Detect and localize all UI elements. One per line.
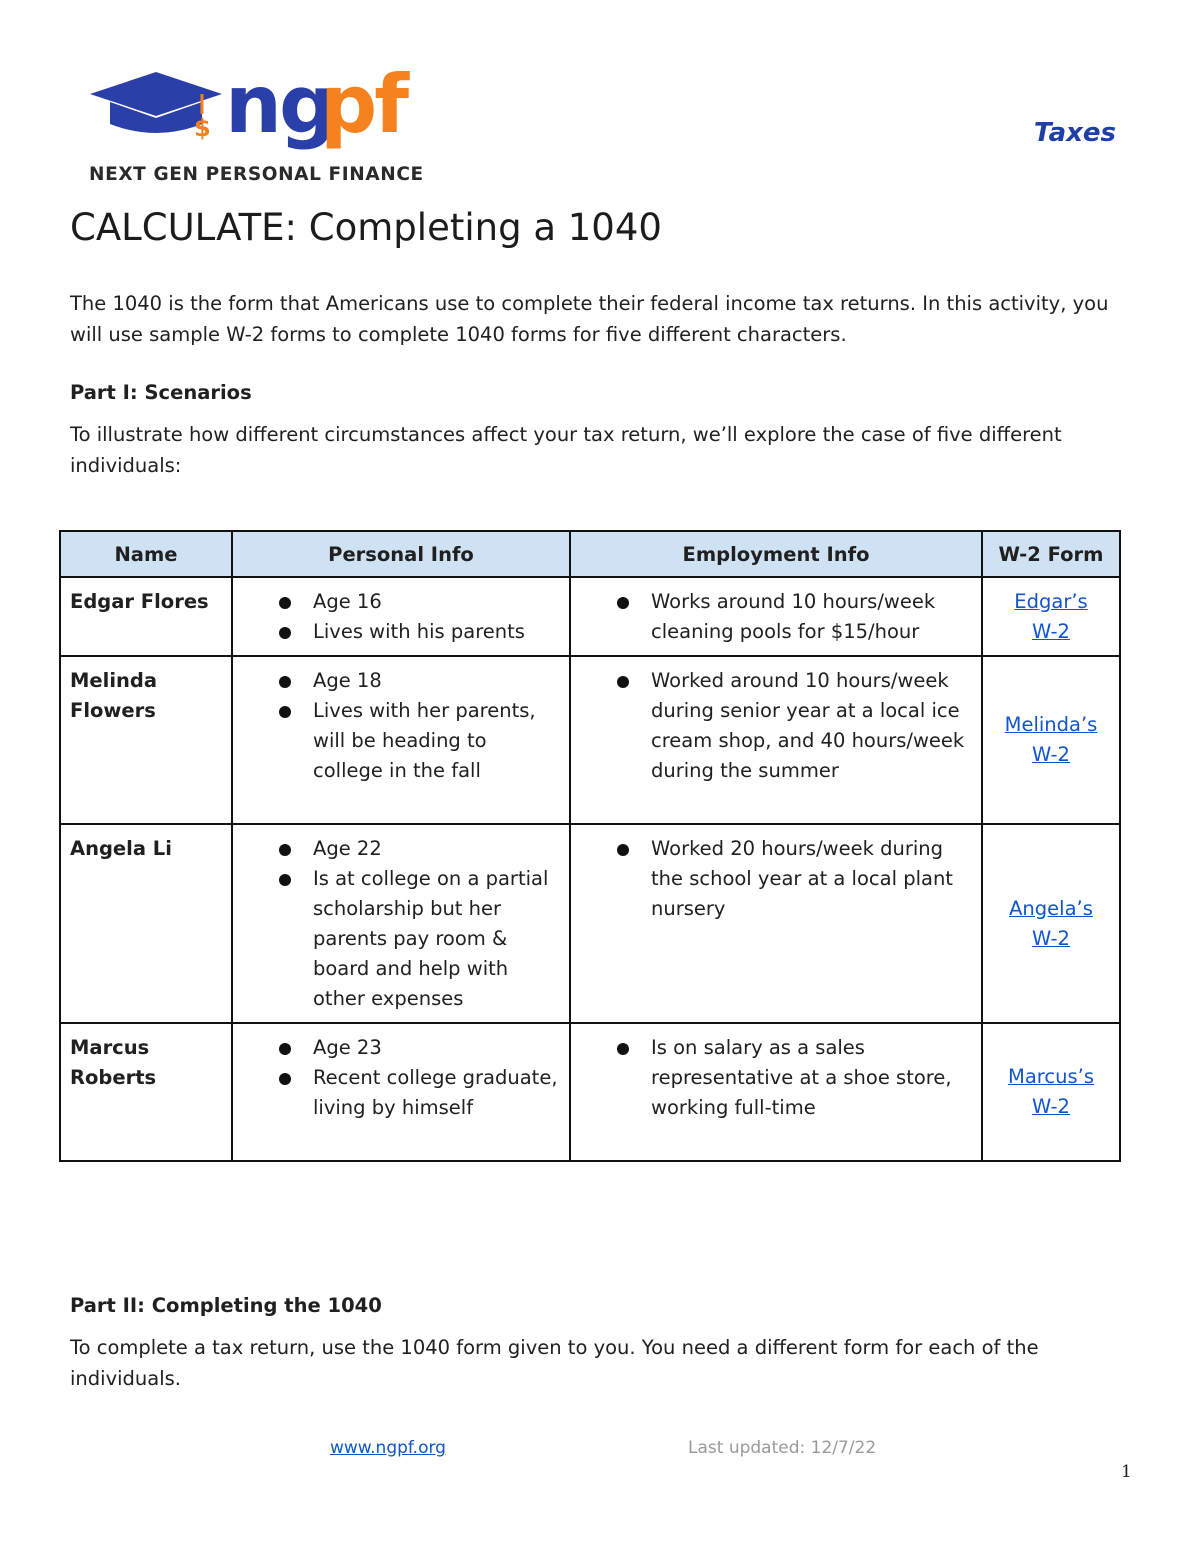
part2-text: To complete a tax return, use the 1040 form given to you. You need a different form for each of the individuals. — [70, 1336, 1039, 1390]
logo-tagline: NEXT GEN PERSONAL FINANCE — [89, 164, 424, 185]
personal-info-list — [233, 834, 561, 1014]
part1-heading: Part I: Scenarios — [70, 381, 252, 404]
header-employment-info: Employment Info — [570, 531, 982, 577]
list-item: Age 22 — [233, 834, 561, 864]
list-item: Worked 20 hours/week during the school year at a local plant nursery — [571, 834, 973, 924]
list-item: Is at college on a partial scholarship but her parents pay room & board and help with other expenses — [233, 864, 561, 1014]
w2-link-melinda[interactable]: Melinda’s W-2 — [1004, 713, 1098, 766]
person-name: Marcus Roberts — [60, 1023, 232, 1161]
header-personal-info: Personal Info — [232, 531, 570, 577]
list-item: Lives with his parents — [233, 617, 561, 647]
list-item: Lives with her parents, will be heading to college in the fall — [233, 696, 561, 786]
person-name: Edgar Flores — [60, 577, 232, 656]
scenarios-table — [59, 530, 1121, 1162]
table-row — [60, 656, 1120, 824]
table-header-row — [60, 531, 1120, 577]
employment-info-list — [571, 666, 973, 786]
table-row — [60, 824, 1120, 1023]
part1-text: To illustrate how different circumstances affect your tax return, we’ll explore the case of five different individuals: — [70, 423, 1062, 477]
list-item: Worked around 10 hours/week during senior year at a local ice cream shop, and 40 hours/week during the summer — [571, 666, 973, 786]
svg-text:ng: ng — [225, 66, 334, 151]
personal-info-list — [233, 1033, 561, 1123]
w2-link-edgar[interactable]: Edgar’s W-2 — [1014, 590, 1088, 643]
footer-website-link[interactable]: www.ngpf.org — [330, 1438, 446, 1458]
part2-heading: Part II: Completing the 1040 — [70, 1294, 382, 1317]
personal-info-list — [233, 666, 561, 786]
table-row — [60, 1023, 1120, 1161]
employment-info-list — [571, 1033, 973, 1123]
person-name: Melinda Flowers — [60, 656, 232, 824]
list-item: Age 23 — [233, 1033, 561, 1063]
w2-link-marcus[interactable]: Marcus’s W-2 — [1008, 1065, 1094, 1118]
list-item: Is on salary as a sales representative at a shoe store, working full-time — [571, 1033, 973, 1123]
employment-info-list — [571, 834, 973, 924]
table-row — [60, 577, 1120, 656]
list-item: Works around 10 hours/week cleaning pools for $15/hour — [571, 587, 973, 647]
svg-text:pf: pf — [320, 66, 407, 151]
employment-info-list — [571, 587, 973, 647]
person-name: Angela Li — [60, 824, 232, 1023]
list-item: Age 16 — [233, 587, 561, 617]
list-item: Age 18 — [233, 666, 561, 696]
personal-info-list — [233, 587, 561, 647]
header-name: Name — [60, 531, 232, 577]
svg-text:$: $ — [194, 114, 211, 142]
page-number: 1 — [1121, 1462, 1132, 1482]
list-item: Recent college graduate, living by himself — [233, 1063, 561, 1123]
intro-paragraph: The 1040 is the form that Americans use to complete their federal income tax returns. In this activity, you will use sample W-2 forms to complete 1040 forms for five different characters. — [70, 292, 1109, 346]
page-title: CALCULATE: Completing a 1040 — [70, 206, 662, 249]
w2-link-angela[interactable]: Angela’s W-2 — [1009, 896, 1093, 950]
section-label: Taxes — [1033, 118, 1116, 148]
last-updated: Last updated: 12/7/22 — [688, 1438, 877, 1458]
header-w2-form: W-2 Form — [982, 531, 1120, 577]
